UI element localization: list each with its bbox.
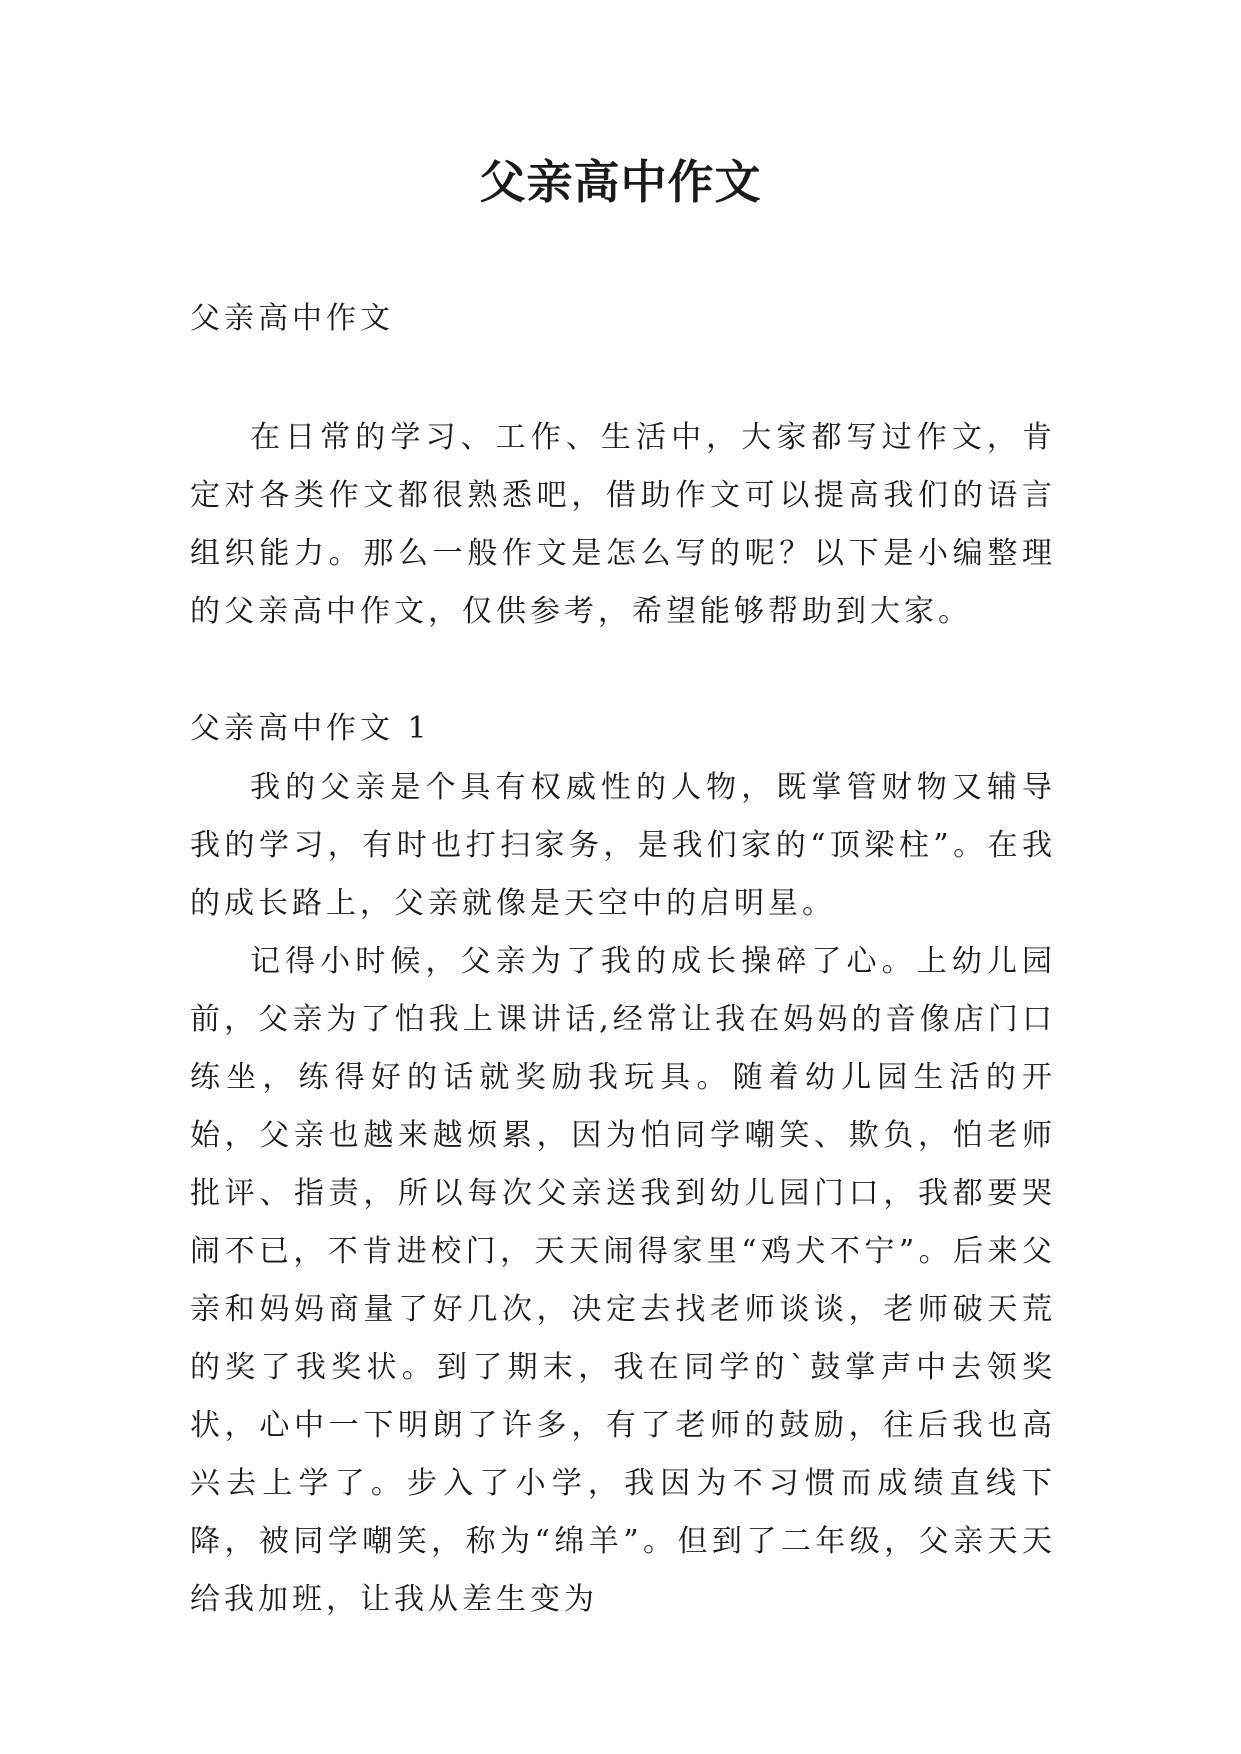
intro-text: 在日常的学习、工作、生活中，大家都写过作文，肯定对各类作文都很熟悉吧，借助作文可以提高我们的语言组织能力。那么一般作文是怎么写的呢？以下是小编整理的父亲高中作文，仅供参考，希望能够帮助到大家。 (190, 420, 1056, 629)
section-heading: 父亲高中作文 1 (190, 711, 431, 746)
body-paragraph-1: 我的父亲是个具有权威性的人物，既掌管财物又辅导我的学习，有时也打扫家务，是我们家的“顶梁柱”。在我的成长路上，父亲就像是天空中的启明星。 (190, 770, 1056, 921)
document-subtitle: 父亲高中作文 (190, 301, 394, 336)
body-paragraph-2: 记得小时候，父亲为了我的成长操碎了心。上幼儿园前，父亲为了怕我上课讲话,经常让我在妈妈的音像店门口练坐，练得好的话就奖励我玩具。随着幼儿园生活的开始，父亲也越来越烦累，因为怕同学嘲笑、欺负，怕老师批评、指责，所以每次父亲送我到幼儿园门口，我都要哭闹不已，不肯进校门，天天闹得家里“鸡犬不宁”。后来父亲和妈妈商量了好几次，决定去找老师谈谈，老师破天荒的奖了我奖状。到了期末，我在同学的`鼓掌声中去领奖状，心中一下明朗了许多，有了老师的鼓励，往后我也高兴去上学了。步入了小学，我因为不习惯而成绩直线下降，被同学嘲笑，称为“绵羊”。但到了二年级，父亲天天给我加班，让我从差生变为 (190, 944, 1056, 1617)
intro-paragraph (190, 409, 1056, 641)
section-body (190, 759, 1056, 1629)
document-title: 父亲高中作文 (479, 155, 762, 209)
